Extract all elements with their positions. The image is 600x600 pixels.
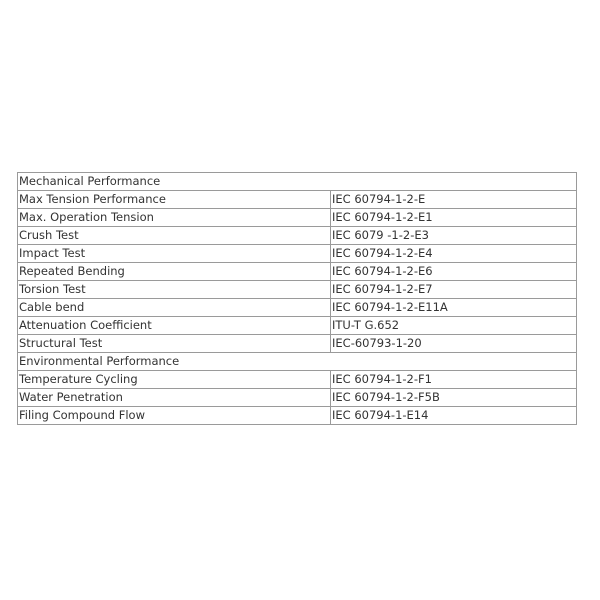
table-row bbox=[18, 281, 577, 299]
standard-cell: IEC 60794-1-2-E6 bbox=[331, 263, 577, 281]
test-name-cell: Torsion Test bbox=[18, 281, 331, 299]
section-row bbox=[18, 353, 577, 371]
standard-cell: IEC 60794-1-2-E7 bbox=[331, 281, 577, 299]
test-name-cell: Crush Test bbox=[18, 227, 331, 245]
test-name-cell: Repeated Bending bbox=[18, 263, 331, 281]
standard-cell: IEC 60794-1-2-E4 bbox=[331, 245, 577, 263]
standard-cell: IEC 60794-1-2-E11A bbox=[331, 299, 577, 317]
test-name-cell: Filing Compound Flow bbox=[18, 407, 331, 425]
spec-table-body bbox=[18, 173, 577, 425]
standard-cell: IEC 60794-1-2-F5B bbox=[331, 389, 577, 407]
test-name-cell: Temperature Cycling bbox=[18, 371, 331, 389]
table-row bbox=[18, 299, 577, 317]
table-row bbox=[18, 245, 577, 263]
standard-cell: IEC-60793-1-20 bbox=[331, 335, 577, 353]
table-row bbox=[18, 209, 577, 227]
performance-spec-table bbox=[17, 172, 577, 425]
table-row bbox=[18, 407, 577, 425]
section-title: Mechanical Performance bbox=[18, 173, 577, 191]
standard-cell: IEC 6079 -1-2-E3 bbox=[331, 227, 577, 245]
test-name-cell: Cable bend bbox=[18, 299, 331, 317]
table-row bbox=[18, 335, 577, 353]
test-name-cell: Impact Test bbox=[18, 245, 331, 263]
standard-cell: ITU-T G.652 bbox=[331, 317, 577, 335]
standard-cell: IEC 60794-1-2-E1 bbox=[331, 209, 577, 227]
test-name-cell: Structural Test bbox=[18, 335, 331, 353]
test-name-cell: Attenuation Coefficient bbox=[18, 317, 331, 335]
table-row bbox=[18, 227, 577, 245]
table-row bbox=[18, 317, 577, 335]
section-title: Environmental Performance bbox=[18, 353, 577, 371]
table-row bbox=[18, 371, 577, 389]
standard-cell: IEC 60794-1-E14 bbox=[331, 407, 577, 425]
test-name-cell: Max Tension Performance bbox=[18, 191, 331, 209]
table-row bbox=[18, 191, 577, 209]
section-row bbox=[18, 173, 577, 191]
standard-cell: IEC 60794-1-2-E bbox=[331, 191, 577, 209]
standard-cell: IEC 60794-1-2-F1 bbox=[331, 371, 577, 389]
test-name-cell: Max. Operation Tension bbox=[18, 209, 331, 227]
table-row bbox=[18, 389, 577, 407]
table-row bbox=[18, 263, 577, 281]
test-name-cell: Water Penetration bbox=[18, 389, 331, 407]
